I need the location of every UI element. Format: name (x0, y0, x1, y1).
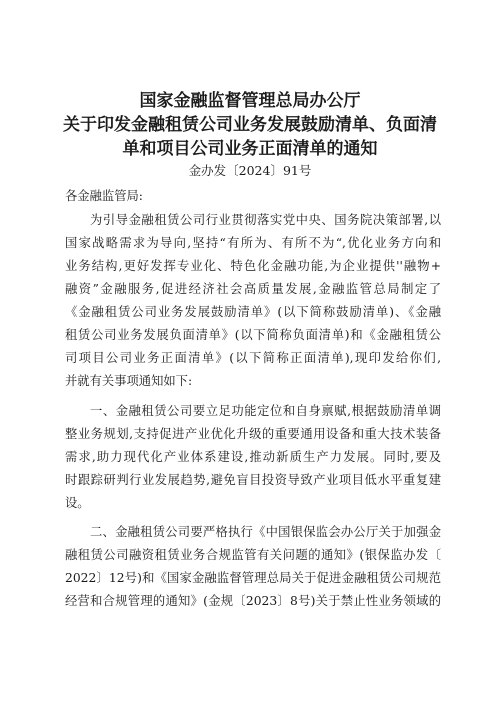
paragraph-1-line: 国家战略需求为导向,坚持“有所为、有所不为“,优化业务方向和 (65, 236, 441, 250)
paragraph-1-line: 租赁公司业务发展负面清单》(以下简称负面清单)和《金融租赁公 (65, 328, 441, 342)
title-line-2: 关于印发金融租赁公司业务发展鼓励清单、负面清 (63, 115, 437, 135)
paragraph-3-line: 二、金融租赁公司要严格执行《中国银保监会办公厅关于加强金 (90, 525, 441, 539)
paragraph-2-line: 设。 (65, 496, 90, 510)
paragraph-1-line: 为引导金融租赁公司行业贯彻落实党中央、国务院决策部署,以 (90, 213, 441, 227)
paragraph-1-line: 业务结构,更好发挥专业化、特色化金融功能,为企业提供''融物+ (65, 259, 441, 273)
paragraph-1-line: 《金融租赁公司业务发展鼓励清单》(以下简称鼓励清单)、《金融 (65, 305, 441, 319)
paragraph-2-line: 整业务规划,支持促进产业优化升级的重要通用设备和重大技术装备 (65, 427, 441, 441)
paragraph-3-line: 经营和合规管理的通知》(金规〔2023〕8号)关于禁止性业务领域的 (65, 594, 441, 608)
salutation: 各金融监管局: (65, 189, 143, 203)
paragraph-3-line: 融租赁公司融资租赁业务合规监管有关问题的通知》(银保监办发〔 (65, 548, 441, 562)
paragraph-2-line: 一、金融租赁公司要立足功能定位和自身禀赋,根据鼓励清单调 (90, 404, 441, 418)
document-number: 金办发〔2024〕91号 (188, 163, 312, 178)
paragraph-1-line: 融资”金融服务,促进经济社会高质量发展,金融监管总局制定了 (65, 282, 441, 296)
paragraph-2-line: 时跟踪研判行业发展趋势,避免盲目投资导致产业项目低水平重复建 (65, 473, 441, 487)
paragraph-3-line: 2022〕12号)和《国家金融监督管理总局关于促进金融租赁公司规范 (65, 571, 441, 585)
paragraph-2-line: 需求,助力现代化产业体系建设,推动新质生产力发展。同时,要及 (65, 450, 441, 464)
title-line-3: 单和项目公司业务正面清单的通知 (122, 139, 378, 159)
title-line-1: 国家金融监督管理总局办公厅 (139, 91, 361, 111)
paragraph-1-line: 司项目公司业务正面清单》(以下简称正面清单),现印发给你们, (65, 351, 441, 365)
paragraph-1-line: 并就有关事项通知如下: (65, 374, 193, 388)
